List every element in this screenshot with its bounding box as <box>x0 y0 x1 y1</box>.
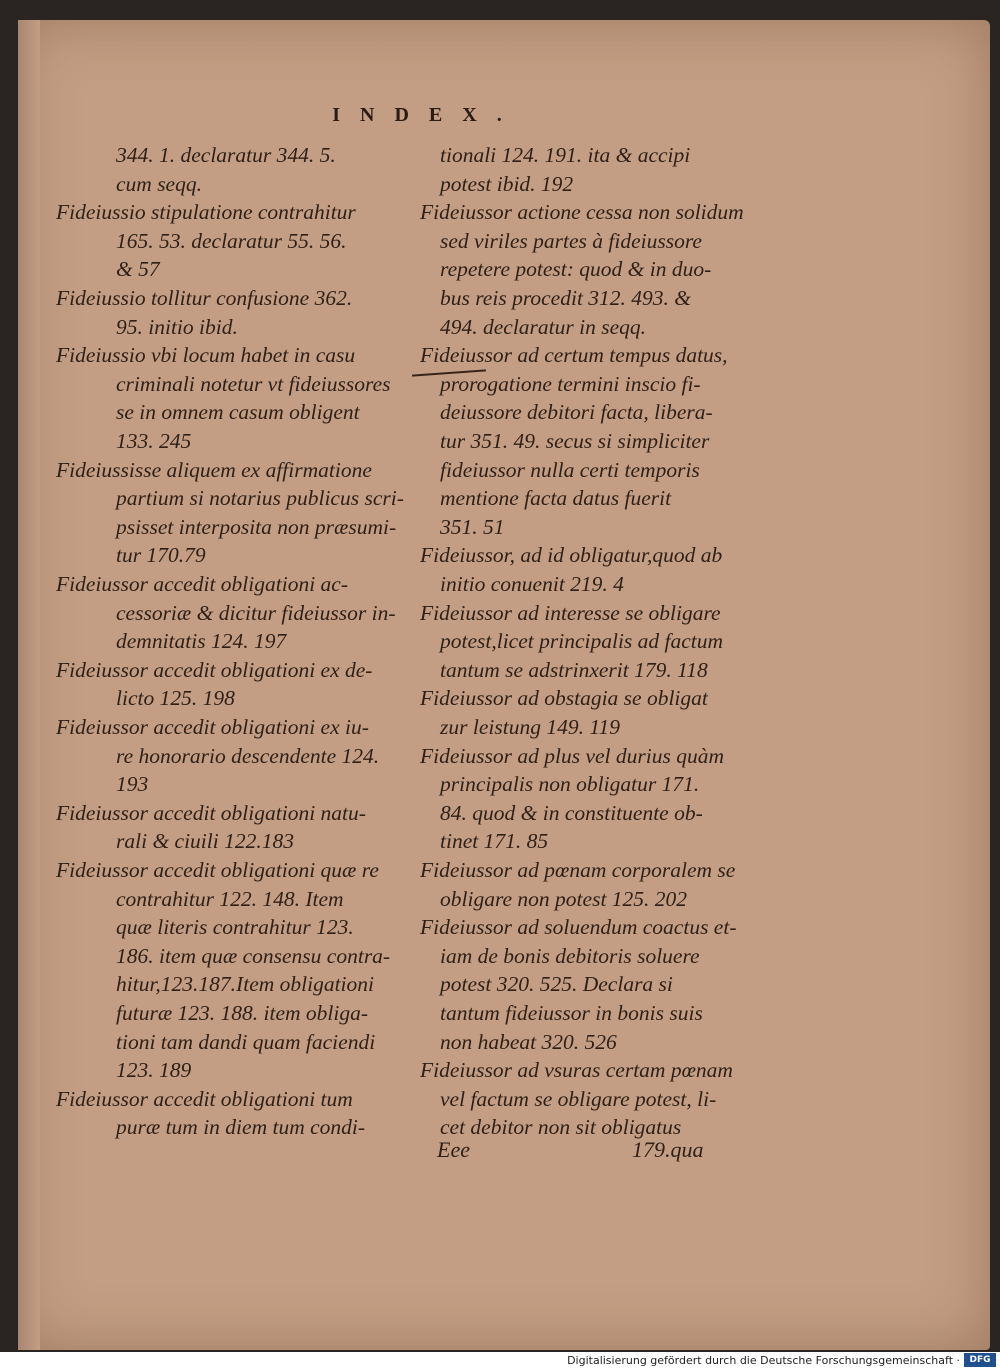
index-line: 344. 1. declaratur 344. 5. <box>116 143 336 167</box>
index-line: 95. initio ibid. <box>116 314 238 339</box>
index-line: tionali 124. 191. ita & accipi <box>440 143 691 167</box>
index-line: Fideiussio stipulatione contrahitur <box>56 200 356 225</box>
page-gutter-edge <box>18 20 40 1350</box>
catchword: 179.qua <box>632 1137 704 1162</box>
index-line: obligare non potest 125. 202 <box>440 886 688 911</box>
index-line: Fideiussor actione cessa non solidum <box>420 200 744 225</box>
index-line: sed viriles partes à fideiussore <box>440 228 702 253</box>
signature-mark: Eee <box>437 1137 470 1162</box>
index-line: iam de bonis debitoris soluere <box>440 943 700 968</box>
index-line: repetere potest: quod & in duo- <box>440 257 712 282</box>
index-line: 165. 53. declaratur 55. 56. <box>116 228 347 253</box>
page-title: INDEX. <box>332 104 522 126</box>
index-line: rali & ciuili 122.183 <box>116 829 294 854</box>
index-line: Fideiussor ad obstagia se obligat <box>420 686 708 711</box>
index-line: psisset interposita non præsumi- <box>116 514 397 539</box>
index-line: Fideiussio vbi locum habet in casu <box>56 343 356 368</box>
dfg-logo-icon: DFG <box>964 1353 996 1367</box>
index-line: Fideiussor accedit obligationi quæ re <box>56 858 379 882</box>
index-line: zur leistung 149. 119 <box>440 715 620 739</box>
index-line: Fideiussor accedit obligationi ac- <box>56 572 348 596</box>
index-line: futuræ 123. 188. item obliga- <box>116 1001 369 1025</box>
index-line: contrahitur 122. 148. Item <box>116 886 344 911</box>
index-line: cet debitor non sit obligatus <box>440 1115 682 1140</box>
index-line: vel factum se obligare potest, li- <box>440 1086 717 1111</box>
index-line: fideiussor nulla certi temporis <box>440 457 700 482</box>
index-line: Fideiussor ad soluendum coactus et- <box>420 915 737 940</box>
index-line: Fideiussor ad pœnam corporalem se <box>420 858 736 882</box>
footer-bar <box>0 1352 1000 1371</box>
index-line: tioni tam dandi quam faciendi <box>116 1029 376 1054</box>
index-line: tinet 171. 85 <box>440 829 549 854</box>
index-line: partium si notarius publicus scri- <box>116 486 404 511</box>
index-line: tur 170.79 <box>116 543 206 568</box>
index-line: puræ tum in diem tum condi- <box>116 1115 366 1140</box>
index-line: non habeat 320. 526 <box>440 1029 617 1054</box>
index-line: 133. 245 <box>116 429 192 453</box>
index-line: Fideiussor ad certum tempus datus, <box>420 343 728 368</box>
index-line: Fideiussor ad interesse se obligare <box>420 600 721 625</box>
index-line: licto 125. 198 <box>116 686 235 711</box>
index-line: initio conuenit 219. 4 <box>440 572 624 596</box>
index-line: Fideiussor accedit obligationi tum <box>56 1086 353 1111</box>
index-line: demnitatis 124. 197 <box>116 629 287 654</box>
index-line: tantum se adstrinxerit 179. 118 <box>440 657 708 682</box>
index-line: se in omnem casum obligent <box>116 400 360 425</box>
index-line: re honorario descendente 124. <box>116 743 380 768</box>
index-line: Fideiussor accedit obligationi ex de- <box>56 657 373 682</box>
index-line: 84. quod & in constituente ob- <box>440 800 703 825</box>
index-line: mentione facta datus fuerit <box>440 486 672 511</box>
index-line: hitur,123.187.Item obligationi <box>116 972 374 997</box>
index-line: bus reis procedit 312. 493. & <box>440 286 692 310</box>
index-line: cum seqq. <box>116 171 202 196</box>
index-line: Fideiussor ad vsuras certam pœnam <box>420 1058 733 1083</box>
index-line: Fideiussio tollitur confusione 362. <box>56 286 353 310</box>
index-line: criminali notetur vt fideiussores <box>116 371 391 396</box>
index-line: cessoriæ & dicitur fideiussor in- <box>116 600 396 625</box>
index-line: principalis non obligatur 171. <box>440 772 700 797</box>
index-line: potest 320. 525. Declara si <box>440 972 673 997</box>
index-line: 186. item quæ consensu contra- <box>116 943 391 968</box>
index-line: potest,licet principalis ad factum <box>440 629 724 654</box>
index-line: deiussore debitori facta, libera- <box>440 400 713 425</box>
funding-note: Digitalisierung gefördert durch die Deutsche Forschungsgemeinschaft · <box>567 1354 960 1367</box>
index-line: 494. declaratur in seqq. <box>440 314 647 339</box>
index-line: Fideiussor, ad id obligatur,quod ab <box>420 543 723 568</box>
index-line: 193 <box>116 772 149 797</box>
index-line: Fideiussor ad plus vel durius quàm <box>420 743 724 768</box>
index-line: & 57 <box>116 257 160 282</box>
index-line: 123. 189 <box>116 1058 192 1083</box>
index-line: potest ibid. 192 <box>440 171 574 196</box>
index-line: 351. 51 <box>440 514 505 539</box>
index-line: prorogatione termini inscio fi- <box>440 371 701 396</box>
index-line: tur 351. 49. secus si simpliciter <box>440 429 710 453</box>
index-line: quæ literis contrahitur 123. <box>116 915 354 940</box>
index-line: tantum fideiussor in bonis suis <box>440 1001 703 1025</box>
index-line: Fideiussor accedit obligationi natu- <box>56 800 366 825</box>
index-line: Fideiussor accedit obligationi ex iu- <box>56 715 369 739</box>
index-line: Fideiussisse aliquem ex affirmatione <box>56 457 372 482</box>
